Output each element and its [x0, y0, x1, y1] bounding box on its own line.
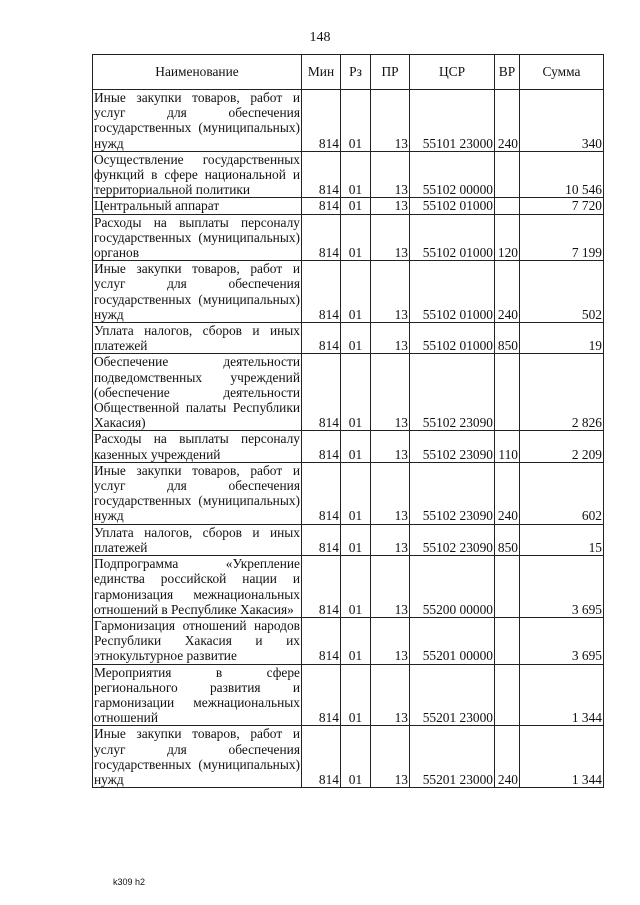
cell-rz: 01	[341, 151, 371, 198]
header-row	[93, 55, 604, 90]
cell-csr: 55102 00000	[410, 151, 495, 198]
cell-csr: 55102 01000	[410, 198, 495, 214]
cell-csr: 55102 23090	[410, 462, 495, 524]
cell-min: 814	[302, 726, 341, 788]
cell-vr: 240	[495, 726, 520, 788]
cell-name: Уплата налогов, сборов и иных платежей	[94, 323, 300, 354]
table-row	[93, 462, 604, 524]
cell-min: 814	[302, 664, 341, 726]
cell-name: Расходы на выплаты персоналу казенных учреждений	[94, 431, 300, 462]
cell-sum: 1 344	[520, 664, 604, 726]
cell-sum: 1 344	[520, 726, 604, 788]
cell-name: Мероприятия в сфере регионального развития и гармонизации межнациональных отношений	[94, 664, 300, 726]
table-body	[93, 90, 604, 788]
cell-csr: 55102 01000	[410, 214, 495, 261]
cell-sum: 19	[520, 323, 604, 354]
cell-pr: 13	[371, 214, 410, 261]
table-row	[93, 726, 604, 788]
cell-name: Гармонизация отношений народов Республики Хакасия и их этнокультурное развитие	[94, 617, 300, 664]
cell-min: 814	[302, 198, 341, 214]
table-row	[93, 431, 604, 462]
footer-code: k309 h2	[113, 877, 146, 887]
table-row	[93, 354, 604, 431]
cell-sum: 502	[520, 261, 604, 323]
cell-pr: 13	[371, 726, 410, 788]
cell-min: 814	[302, 431, 341, 462]
cell-rz: 01	[341, 556, 371, 618]
cell-sum: 2 826	[520, 354, 604, 431]
cell-rz: 01	[341, 90, 371, 152]
cell-vr	[495, 664, 520, 726]
cell-name: Подпрограмма «Укрепление единства российской нации и гармонизация межнациональных отношений в Республике Хакасия»	[94, 556, 300, 617]
col-header-csr: ЦСР	[410, 55, 495, 90]
table-row	[93, 214, 604, 261]
cell-sum: 602	[520, 462, 604, 524]
cell-min: 814	[302, 524, 341, 555]
cell-pr: 13	[371, 151, 410, 198]
cell-rz: 01	[341, 198, 371, 214]
cell-rz: 01	[341, 617, 371, 664]
cell-min: 814	[302, 90, 341, 152]
col-header-pr: ПР	[371, 55, 410, 90]
cell-csr: 55102 23090	[410, 431, 495, 462]
table-row	[93, 556, 604, 618]
cell-min: 814	[302, 462, 341, 524]
cell-rz: 01	[341, 664, 371, 726]
page-number: 148	[309, 30, 331, 45]
cell-csr: 55201 23000	[410, 726, 495, 788]
cell-min: 814	[302, 261, 341, 323]
cell-csr: 55201 23000	[410, 664, 495, 726]
cell-csr: 55200 00000	[410, 556, 495, 618]
col-header-rz: Рз	[341, 55, 371, 90]
cell-sum: 7 720	[520, 198, 604, 214]
cell-name: Обеспечение деятельности подведомственных учреждений (обеспечение деятельности Общественной палаты Республики Хакасия)	[94, 354, 300, 431]
cell-sum: 3 695	[520, 617, 604, 664]
cell-vr: 240	[495, 90, 520, 152]
cell-sum: 340	[520, 90, 604, 152]
cell-pr: 13	[371, 524, 410, 555]
cell-csr: 55201 00000	[410, 617, 495, 664]
cell-name: Центральный аппарат	[93, 198, 302, 214]
cell-rz: 01	[341, 431, 371, 462]
cell-vr: 850	[495, 323, 520, 354]
cell-rz: 01	[341, 214, 371, 261]
cell-pr: 13	[371, 462, 410, 524]
cell-min: 814	[302, 151, 341, 198]
cell-rz: 01	[341, 462, 371, 524]
cell-vr	[495, 151, 520, 198]
cell-rz: 01	[341, 354, 371, 431]
cell-csr: 55102 01000	[410, 261, 495, 323]
cell-vr: 240	[495, 261, 520, 323]
cell-pr: 13	[371, 261, 410, 323]
cell-pr: 13	[371, 431, 410, 462]
cell-vr	[495, 556, 520, 618]
cell-sum: 15	[520, 524, 604, 555]
cell-pr: 13	[371, 354, 410, 431]
cell-rz: 01	[341, 261, 371, 323]
cell-min: 814	[302, 323, 341, 354]
cell-name: Иные закупки товаров, работ и услуг для обеспечения государственных (муниципальных) нужд	[94, 726, 300, 787]
cell-min: 814	[302, 214, 341, 261]
col-header-name: Наименование	[93, 55, 302, 90]
table-row	[93, 90, 604, 152]
cell-vr: 120	[495, 214, 520, 261]
cell-min: 814	[302, 556, 341, 618]
table-row	[93, 617, 604, 664]
cell-sum: 10 546	[520, 151, 604, 198]
cell-pr: 13	[371, 90, 410, 152]
cell-vr: 110	[495, 431, 520, 462]
table-row	[93, 198, 604, 214]
cell-vr	[495, 617, 520, 664]
cell-pr: 13	[371, 198, 410, 214]
cell-csr: 55102 23090	[410, 354, 495, 431]
cell-sum: 3 695	[520, 556, 604, 618]
cell-name: Иные закупки товаров, работ и услуг для обеспечения государственных (муниципальных) нужд	[94, 462, 300, 524]
table-row	[93, 151, 604, 198]
col-header-sum: Сумма	[520, 55, 604, 90]
cell-name: Расходы на выплаты персоналу государственных (муниципальных) органов	[94, 214, 300, 261]
col-header-vr: ВР	[495, 55, 520, 90]
cell-pr: 13	[371, 323, 410, 354]
cell-csr: 55101 23000	[410, 90, 495, 152]
cell-vr: 850	[495, 524, 520, 555]
cell-vr	[495, 198, 520, 214]
cell-pr: 13	[371, 617, 410, 664]
cell-name: Осуществление государственных функций в сфере национальной и территориальной политики	[94, 151, 300, 198]
cell-csr: 55102 23090	[410, 524, 495, 555]
table-row	[93, 261, 604, 323]
cell-name: Иные закупки товаров, работ и услуг для обеспечения государственных (муниципальных) нужд	[94, 261, 300, 322]
cell-min: 814	[302, 617, 341, 664]
cell-sum: 7 199	[520, 214, 604, 261]
cell-min: 814	[302, 354, 341, 431]
cell-rz: 01	[341, 323, 371, 354]
col-header-min: Мин	[302, 55, 341, 90]
budget-table	[92, 54, 604, 788]
cell-sum: 2 209	[520, 431, 604, 462]
table-row	[93, 323, 604, 354]
cell-name: Иные закупки товаров, работ и услуг для обеспечения государственных (муниципальных) нужд	[94, 90, 300, 151]
cell-vr	[495, 354, 520, 431]
cell-rz: 01	[341, 726, 371, 788]
cell-pr: 13	[371, 556, 410, 618]
cell-csr: 55102 01000	[410, 323, 495, 354]
cell-rz: 01	[341, 524, 371, 555]
cell-name: Уплата налогов, сборов и иных платежей	[94, 524, 300, 555]
table-row	[93, 664, 604, 726]
table-row	[93, 524, 604, 555]
cell-vr: 240	[495, 462, 520, 524]
cell-pr: 13	[371, 664, 410, 726]
